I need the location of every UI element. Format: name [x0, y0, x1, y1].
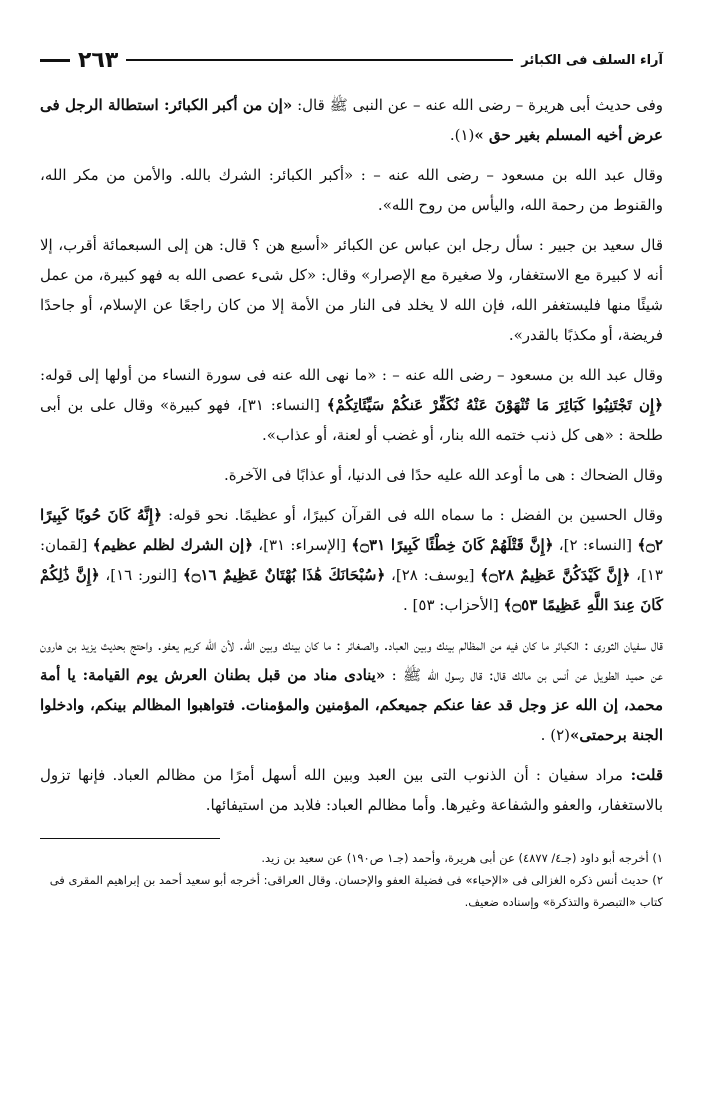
text-segment: وفى حديث أبى هريرة – رضى الله عنه – عن النبى ﷺ قال:	[292, 96, 663, 114]
text-segment: (١).	[449, 126, 475, 144]
bold-text-segment: ﴿إن الشرك لظلم عظيم﴾	[92, 536, 253, 554]
bold-text-segment: ﴿إِنَّهُ كَانَ حُوبًا كَبِيرًا ۝٢﴾	[40, 506, 663, 554]
paragraph	[40, 760, 663, 820]
text-segment: [النور: ١٦]،	[99, 566, 183, 584]
paragraph	[40, 460, 663, 490]
bold-text-segment: قلت:	[622, 766, 664, 784]
footnote: ٢) حديث أنس ذكره الغزالى فى «الإحياء» فى فضيلة العفو والإحسان. وقال العراقى: أخرجه أبو سعيد أحمد بن إبراهيم المقرى فى كتاب «التبصرة والتذكرة» وإسناده ضعيف.	[49, 873, 663, 909]
text-segment: وقال عبد الله بن مسعود – رضى الله عنه – : «ما نهى الله عنه فى سورة النساء من أولها إلى قوله:	[40, 366, 663, 384]
paragraph	[40, 500, 663, 620]
bold-text-segment: ﴿سُبْحَانَكَ هَٰذَا بُهْتَانٌ عَظِيمٌ ۝١٦﴾	[182, 566, 386, 584]
bold-text-segment: ﴿إِنَّ كَيْدَكُنَّ عَظِيمٌ ۝٢٨﴾	[480, 566, 631, 584]
footnote: ١) أخرجه أبو داود (جـ٤/ ٤٨٧٧) عن أبى هريرة، وأحمد (جـ١ ص١٩٠) عن سعيد بن زيد.	[261, 851, 663, 865]
book-page	[40, 40, 663, 1078]
bold-text-segment: «إن من أكبر الكبائر: استطالة الرجل فى عرض أخيه المسلم بغير حق »	[40, 96, 663, 144]
paragraph	[40, 160, 663, 220]
text-segment: [لقمان: ١٣]،	[40, 536, 663, 584]
paragraph	[40, 360, 663, 450]
text-segment: [النساء: ٣١]، فهو كبيرة» وقال على بن أبى طلحة : «هى كل ذنب ختمه الله بنار، أو غضب أو لعنة، أو عذاب».	[40, 396, 663, 444]
text-segment: قال سعيد بن جبير : سأل رجل ابن عباس عن الكبائر «أسبع هن ؟ قال: هن إلى السبعمائة أقرب، إلا أنه لا كبيرة مع الاستغفار، ولا صغيرة مع الإصرار» وقال: «كل شىء عصى الله به فهو كبيرة، من عمل شيئًا منها فليستغفر الله، فإن الله لا يخلد فى النار من الأمة إلا من كان راجعًا عن الإسلام، أو جاحدًا فريضة، أو مكذبًا بالقدر».	[40, 236, 663, 344]
header-dash	[40, 59, 70, 62]
text-segment: قال سفيان الثورى : الكبائر ما كان فيه من المظالم بينك وبين العباد. والصغائر : ما كان بينك وبين الله. لأن الله كريم يعفو. واحتج بحديث يزيد بن هارون عن حميد الطويل عن أنس بن مالك قال: قال رسول الله ﷺ :	[40, 636, 664, 684]
header-rule	[126, 59, 513, 61]
running-title: آراء السلف فى الكبائر	[521, 52, 663, 68]
text-segment: [يوسف: ٢٨]،	[385, 566, 481, 584]
paragraph	[40, 630, 663, 750]
text-segment: (٢) .	[540, 726, 570, 744]
footnotes	[40, 847, 663, 913]
text-segment: وقال عبد الله بن مسعود – رضى الله عنه – : «أكبر الكبائر: الشرك بالله. والأمن من مكر الله، والقنوط من رحمة الله، واليأس من روح الله».	[40, 166, 663, 214]
text-segment: وقال الحسين بن الفضل : ما سماه الله فى القرآن كبيرًا، أو عظيمًا. نحو قوله:	[162, 506, 663, 524]
page-number: ٢٦٣	[78, 47, 119, 73]
page-header	[40, 40, 663, 80]
text-segment: [الأحزاب: ٥٣] .	[403, 596, 504, 614]
bold-text-segment: ﴿إِنَّ ذَٰلِكُمْ كَانَ عِندَ اللَّهِ عَظِيمًا ۝٥٣﴾	[40, 566, 663, 614]
bold-text-segment: ﴿إِن تَجْتَنِبُوا كَبَائِرَ مَا تُنْهَوْنَ عَنْهُ نُكَفِّرْ عَنكُمْ سَيِّئَاتِكُمْ﴾	[326, 396, 663, 414]
text-segment: [الإسراء: ٣١]،	[253, 536, 352, 554]
footnote-separator	[40, 838, 220, 839]
bold-text-segment: «ينادى مناد من قبل بطنان العرش يوم القيامة: يا أمة محمد، إن الله عز وجل قد عفا عنكم جميعكم، المؤمنين والمؤمنات. فتواهبوا المظالم بينكم، وادخلوا الجنة برحمتى»	[40, 666, 663, 744]
text-segment: [النساء: ٢]،	[553, 536, 638, 554]
page-body	[40, 90, 663, 820]
bold-text-segment: ﴿إِنَّ قَتْلَهُمْ كَانَ خِطْئًا كَبِيرًا ۝٣١﴾	[351, 536, 554, 554]
paragraph	[40, 230, 663, 350]
text-segment: مراد سفيان : أن الذنوب التى بين العبد وبين الله أسهل أمرًا من مظالم العباد. فإنها تزول بالاستغفار، والعفو والشفاعة وغيرها. وأما مظالم العباد: فلابد من استيفائها.	[40, 766, 663, 814]
text-segment: وقال الضحاك : هى ما أوعد الله عليه حدًا فى الدنيا، أو عذابًا فى الآخرة.	[224, 466, 663, 484]
paragraph	[40, 90, 663, 150]
